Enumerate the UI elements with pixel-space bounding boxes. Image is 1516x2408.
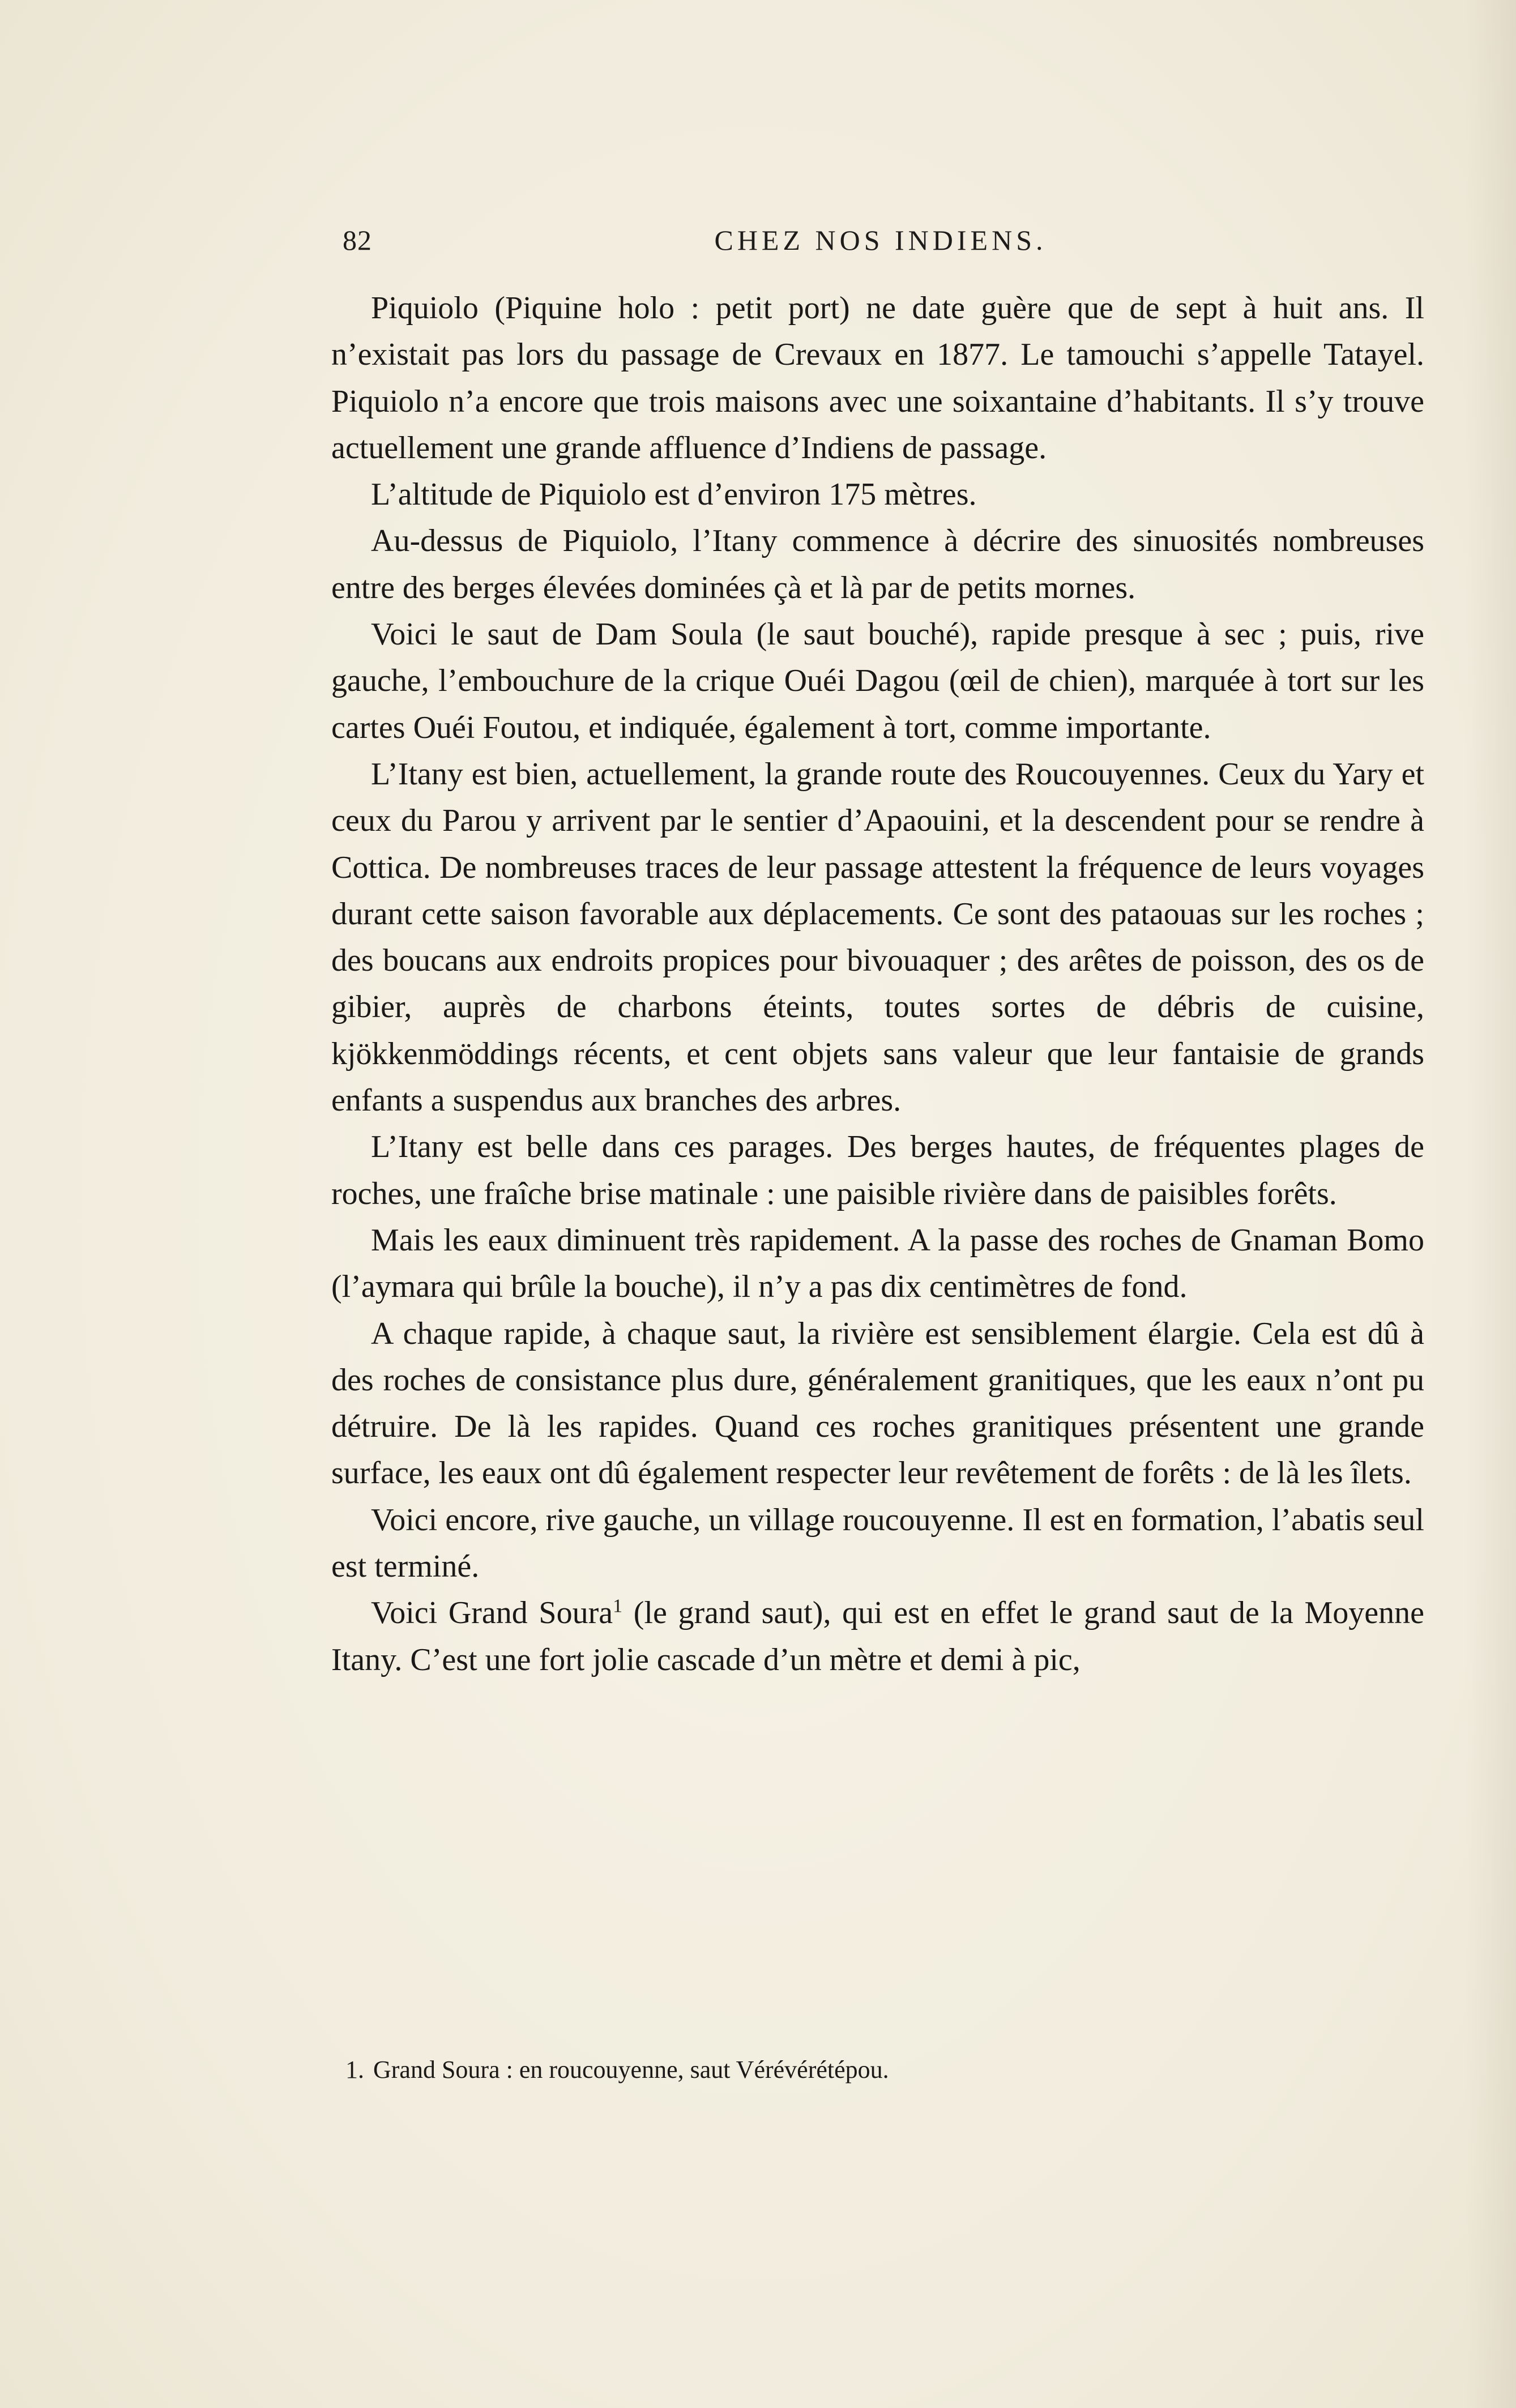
footnote-number: 1. — [345, 2056, 364, 2083]
page-number: 82 — [343, 224, 372, 256]
running-title: CHEZ NOS INDIENS. — [714, 224, 1047, 256]
paragraph: Au-dessus de Piquiolo, l’Itany commence à décrire des sinuosités nombreuses entre des berges élevées dominées çà et là par de petits mornes. — [331, 523, 1424, 605]
paragraph: Piquiolo (Piquine holo : petit port) ne date guère que de sept à huit ans. Il n’existait pas lors du passage de Crevaux en 1877. Le tamouchi s’appelle Tatayel. Piquiolo n’a encore que trois maisons avec une soixantaine d’habitants. Il s’y trouve actuellement une grande affluence d’Indiens de passage. — [331, 291, 1424, 466]
body-text — [331, 285, 1424, 1683]
paragraph-text-start: Voici Grand Soura — [371, 1595, 613, 1631]
page-edge-shadow — [1465, 0, 1516, 2408]
paragraph-text-end: (le grand saut), qui est en effet le grand saut de la Moyenne Itany. C’est une fort jolie cascade d’un mètre et demi à pic, — [331, 1595, 1424, 1677]
paragraph: L’Itany est belle dans ces parages. Des berges hautes, de fréquentes plages de roches, une fraîche brise matinale : une paisible rivière dans de paisibles forêts. — [331, 1129, 1424, 1211]
paragraph: Voici encore, rive gauche, un village roucouyenne. Il est en formation, l’abatis seul est terminé. — [331, 1502, 1424, 1585]
paragraph: L’altitude de Piquiolo est d’environ 175 mètres. — [371, 477, 977, 513]
paragraph: Voici le saut de Dam Soula (le saut bouché), rapide presque à sec ; puis, rive gauche, l’embouchure de la crique Ouéi Dagou (œil de chien), marquée à tort sur les cartes Ouéi Foutou, et indiquée, également à tort, comme importante. — [331, 617, 1424, 745]
footnote-marker: 1 — [613, 1595, 623, 1617]
footnote-text: Grand Soura : en roucouyenne, saut Vérévérétépou. — [373, 2056, 889, 2083]
paragraph-with-footnote-ref — [331, 1590, 1424, 1683]
paragraph: Mais les eaux diminuent très rapidement. A la passe des roches de Gnaman Bomo (l’aymara qui brûle la bouche), il n’y a pas dix centimètres de fond. — [331, 1222, 1424, 1305]
footnote — [345, 2053, 1421, 2087]
paragraph: A chaque rapide, à chaque saut, la rivière est sensiblement élargie. Cela est dû à des roches de consistance plus dure, généralement granitiques, que les eaux n’ont pu détruire. De là les rapides. Quand ces roches granitiques présentent une grande surface, les eaux ont dû également respecter leur revêtement de forêts : de là les îlets. — [331, 1316, 1424, 1491]
paragraph: L’Itany est bien, actuellement, la grande route des Roucouyennes. Ceux du Yary et ceux du Parou y arrivent par le sentier d’Apaouini, et la descendent pour se rendre à Cottica. De nombreuses traces de leur passage attestent la fréquence de leurs voyages durant cette saison favorable aux déplacements. Ce sont des pataouas sur les roches ; des boucans aux endroits propices pour bivouaquer ; des arêtes de poisson, des os de gibier, auprès de charbons éteints, toutes sortes de débris de cuisine, kjökkenmöddings récents, et cent objets sans valeur que leur fantaisie de grands enfants a suspendus aux branches des arbres. — [331, 756, 1424, 1118]
running-header — [334, 224, 1427, 275]
